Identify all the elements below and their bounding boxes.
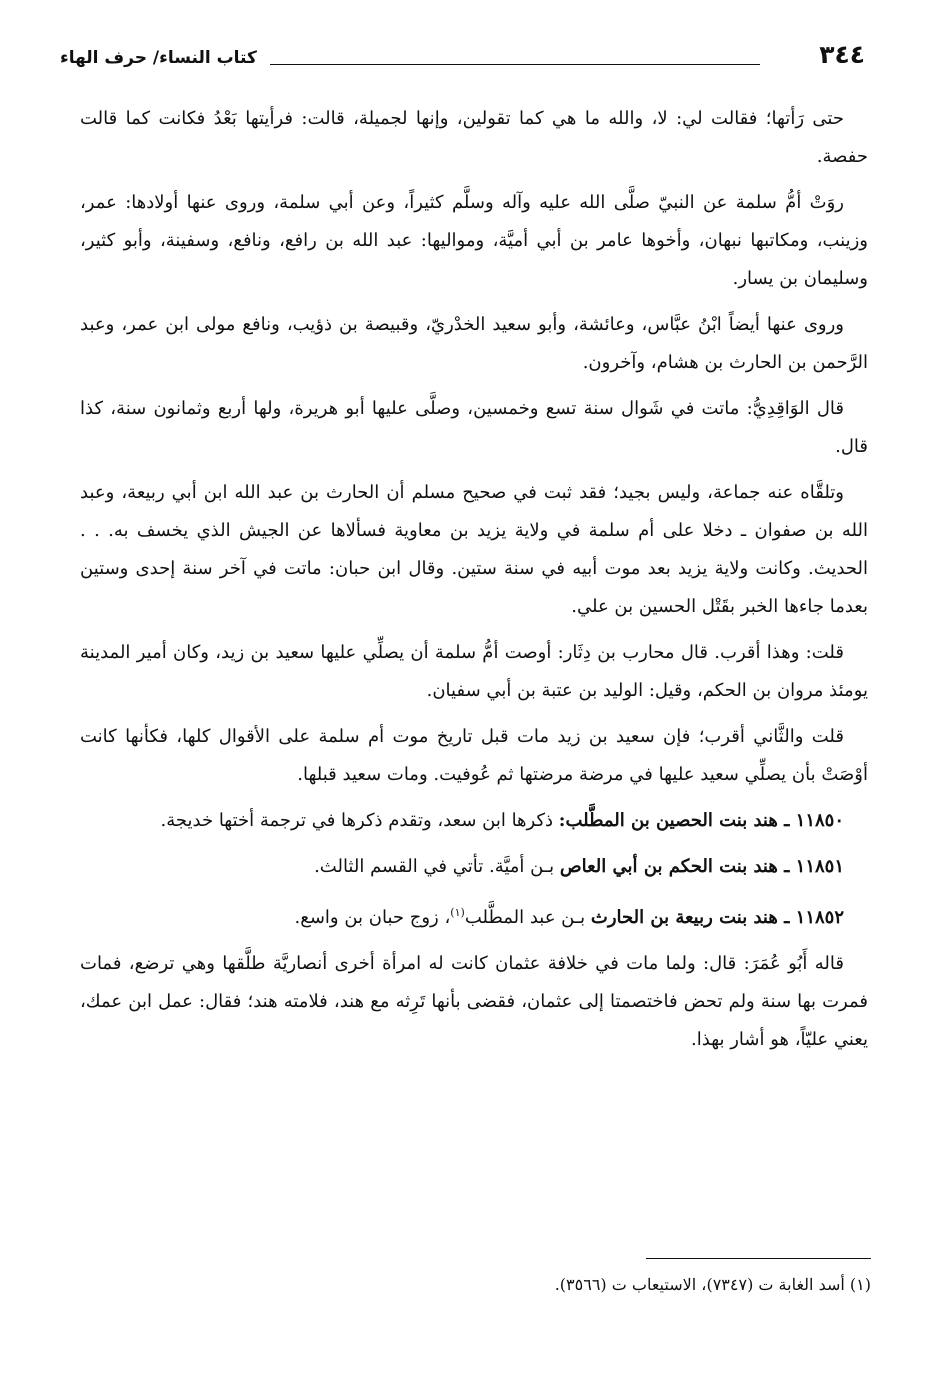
entry-text: بـن أميَّة. تأتي في القسم الثالث. — [314, 856, 560, 877]
paragraph: حتى رَأتها؛ فقالت لي: لا، والله ما هي كما تقولين، وإنها لجميلة، قالت: فرأيتها بَعْدُ فكانت كما قالت حفصة. — [80, 108, 868, 167]
paragraph: قلت والثَّاني أقرب؛ فإن سعيد بن زيد مات قبل تاريخ موت أم سلمة على الأقوال كلها، فكأنها كانت أوْصَتْ بأن يصلِّي سعيد عليها في مرضة مرضتها ثم عُوفيت. ومات سعيد قبلها. — [80, 726, 868, 785]
footnote: (١) أسد الغابة ت (٧٣٤٧)، الاستيعاب ت (٣٥٦٦). — [554, 1275, 871, 1294]
paragraph: وروى عنها أيضاً ابْنُ عبَّاس، وعائشة، وأبو سعيد الخدْريّ، وقبيصة بن ذؤيب، ونافع مولى ابن عمر، وعبد الرَّحمن بن الحارث بن هشام، وآخرون. — [80, 314, 868, 373]
paragraph: قلت: وهذا أقرب. قال محارب بن دِثَار: أوصت أمُّ سلمة أن يصلِّي عليها سعيد بن زيد، وكان أمير المدينة يومئذ مروان بن الحكم، وقيل: الوليد بن عتبة بن أبي سفيان. — [80, 642, 868, 701]
entry-11851 — [80, 848, 868, 886]
entry-text: ذكرها ابن سعد، وتقدم ذكرها في ترجمة أختها خديجة. — [160, 810, 559, 831]
entry-heading: ١١٨٥١ ـ هند بنت الحكم بن أبي العاص — [559, 856, 844, 877]
entry-11852 — [80, 894, 868, 937]
footnote-separator — [646, 1258, 871, 1259]
running-title: كتاب النساء/ حرف الهاء — [60, 48, 257, 68]
paragraph: روَتْ أمُّ سلمة عن النبيّ صلَّى الله عليه وآله وسلَّم كثيراً، وعن أبي سلمة، وروى عنها أولادها: عمر، وزينب، ومكاتبها نبهان، وأخوها عامر بن أبي أميَّة، ومواليها: عبد الله بن رافع، ونافع، وسفينة، وأبو كثير، وسليمان بن يسار. — [80, 192, 868, 289]
entry-text-continued: ، زوج حبان بن واسع. — [294, 907, 451, 928]
paragraph: قاله أَبُو عُمَرَ: قال: ولما مات في خلافة عثمان كانت له امرأة أخرى أنصاريَّة طلَّقها وهي ترضع، فمات فمرت بها سنة ولم تحض فاختصمتا إلى عثمان، فقضى بأنها تَرِثه مع هند، فلامته هند؛ فقال: عمل ابن عمك، يعني عليّاً، هو أشار بهذا. — [80, 953, 868, 1050]
entry-11850 — [80, 802, 868, 840]
page-number: ٣٤٤ — [819, 40, 865, 69]
paragraph: وتلقَّاه عنه جماعة، وليس بجيد؛ فقد ثبت في صحيح مسلم أن الحارث بن عبد الله ابن أبي ربيعة، وعبد الله بن صفوان ـ دخلا على أم سلمة في ولاية يزيد بن معاوية فسألاها عن الجيش الذي يخسف به. . . الحديث. وكانت ولاية يزيد بعد موت أبيه في سنة ستين. وقال ابن حبان: ماتت في آخر سنة إحدى وستين بعدما جاءها الخبر بقَتْل الحسين بن علي. — [80, 482, 868, 617]
entry-heading: ١١٨٥٢ ـ هند بنت ربيعة بن الحارث — [590, 907, 844, 928]
entry-text: بـن عبد المطَّلب — [464, 907, 591, 928]
paragraph: قال الوَاقِدِيُّ: ماتت في شَوال سنة تسع وخمسين، وصلَّى عليها أبو هريرة، ولها أربع وثمانون سنة، كذا قال. — [80, 398, 868, 457]
footnote-marker[interactable]: (١) — [450, 906, 465, 919]
page-body — [80, 100, 868, 1067]
page-header — [60, 40, 865, 80]
entry-heading: ١١٨٥٠ ـ هند بنت الحصين بن المطَّلب: — [558, 810, 844, 831]
header-rule — [270, 64, 760, 65]
